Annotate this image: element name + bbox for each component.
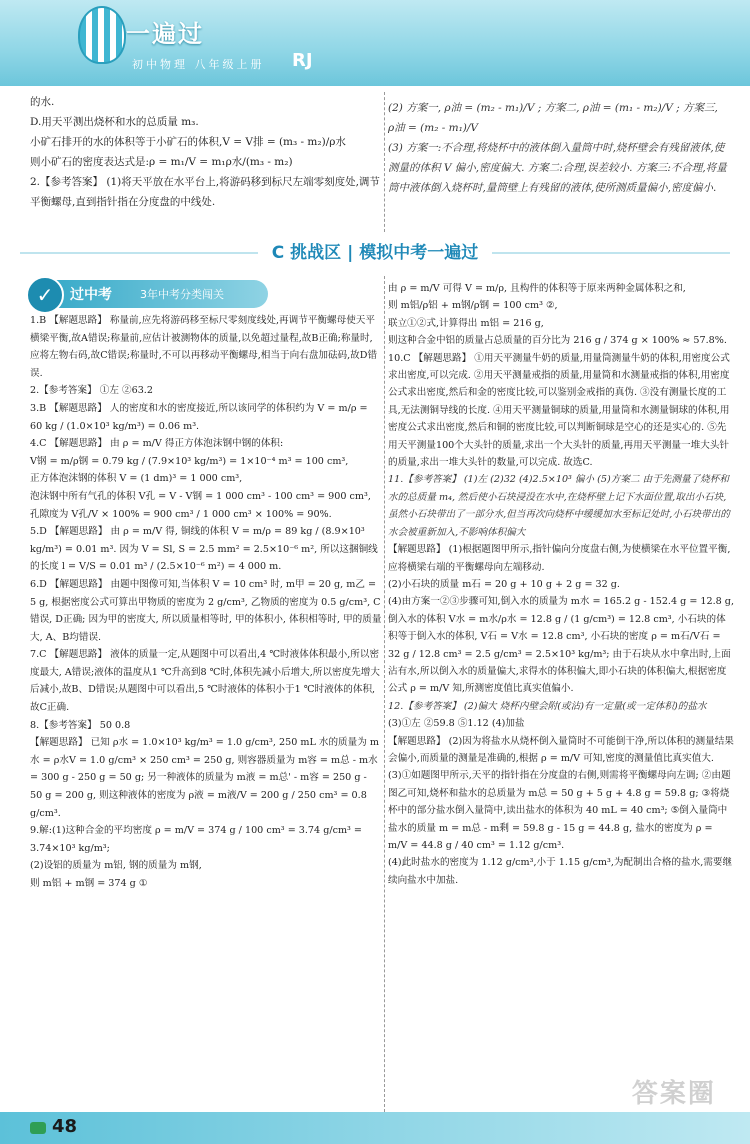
answer-item: 【解题思路】 (2)因为将盐水从烧杯倒入量筒时不可能倒干净,所以体积的测量结果会偏小,而质量的测量是准确的,根据 ρ = m/V 可知,密度的测量值比真实值大. <box>388 735 734 764</box>
answer-line: (2)小石块的质量 m石 = 20 g + 10 g + 2 g = 32 g. <box>388 578 620 590</box>
answer-item: (4)此时盐水的密度为 1.12 g/cm³,小于 1.15 g/cm³,为配制出合格的盐水,需要继续向盐水中加盐. <box>388 857 733 886</box>
brand-title: 一遍过 <box>126 20 204 48</box>
answer-item: 6.D 【解题思路】 由题中图像可知,当体积 V = 10 cm³ 时, m甲 = 20 g, m乙 = 5 g, 根据密度公式可算出甲物质的密度为 2 g/cm³, 乙物质的密度为 0.5 g/cm³, C错误, D正确; 因为甲的密度大, 所以质量相等时, 甲的体积小, 体积相等时, 甲的质量大, A、B均错误. <box>30 578 382 643</box>
paragraph: 的水. <box>30 96 55 108</box>
answer-item: 【解题思路】 已知 ρ水 = 1.0×10³ kg/m³ = 1.0 g/cm³, 250 mL 水的质量为 m水 = ρ水V = 1.0 g/cm³ × 250 cm³ = 250 g, 则容器质量为 m容 = m总 - m水 = 300 g - 250 g = 50 g; 另一种液体的质量为 m液 = m总' - m容 = 250 g - 50 g = 200 g, 则这种液体的密度为 ρ液 = m液/V = 200 g / 250 cm³ = 0.8 g/cm³. <box>30 737 379 819</box>
answer-line: (2)设铝的质量为 m铝, 钢的质量为 m钢, <box>30 860 202 872</box>
answer-line: 泡沫钢中所有气孔的体积 V孔 = V - V钢 = 1 000 cm³ - 100 cm³ = 900 cm³, <box>30 490 371 502</box>
answer-line: 联立①②式,计算得出 m铝 = 216 g, <box>388 317 544 329</box>
paragraph: 则小矿石的密度表达式是:ρ = m₁/V = m₁ρ水/(m₃ - m₂) <box>30 156 293 168</box>
balloon-logo-icon <box>78 6 126 64</box>
answer-item: 11.【参考答案】 (1)左 (2)32 (4)2.5×10³ 偏小 (5)方案二 由于先测量了烧杯和水的总质量 m₄, 然后使小石块浸没在水中,在烧杯壁上记下水面位置,取出小石块,虽然小石块带出了一部分水,但当再次向烧杯中缓缓加水至标记处时,小石块带出的水会被重新加入,不影响体积偏大 <box>388 474 730 538</box>
answer-item: 5.D 【解题思路】 由 ρ = m/V 得, 铜线的体积 V = m/ρ = 89 kg / (8.9×10³ kg/m³) = 0.01 m³. 因为 V = Sl, S = 2.5 mm² = 2.5×10⁻⁶ m², 所以这捆铜线的长度 l = V/S = 0.01 m³ / (2.5×10⁻⁶ m²) = 4 000 m. <box>30 526 378 573</box>
answer-item: 10.C 【解题思路】 ①用天平测量牛奶的质量,用量筒测量牛奶的体积,用密度公式求出密度,可以完成. ②用天平测量戒指的质量,用量筒和水测量戒指的体积,用密度公式求出密度,然后和金的密度比较,可以鉴别金戒指的真伪. ③没有测量长度的工具,无法测铜导线的长度. ④用天平测量铜球的质量,用量筒和水测量铜球的体积,用密度公式求出密度,然后和铜的密度比较,可以判断铜球是空心的还是实心的. ⑤先用天平测量100个大头针的质量,求出一个大头针的质量,再用天平测量一堆大头针的质量,求出一堆大头针的数量,可以完成. 故选C. <box>388 352 730 469</box>
edition-label: RJ <box>292 50 313 71</box>
answer-line: (3)①左 ②59.8 ⑤1.12 (4)加盐 <box>388 718 525 730</box>
column-divider <box>384 92 385 232</box>
answer-line: 由 ρ = m/V 可得 V = m/ρ, 且构件的体积等于原来两种金属体积之和, <box>388 283 686 294</box>
column-divider <box>384 276 385 1112</box>
banner-subtitle: 3年中考分类闯关 <box>140 288 224 301</box>
paragraph: D.用天平测出烧杯和水的总质量 m₃. <box>30 116 199 128</box>
answer-item: 3.B 【解题思路】 人的密度和水的密度接近,所以该同学的体积约为 V = m/ρ = 60 kg / (1.0×10³ kg/m³) = 0.06 m³. <box>30 402 368 432</box>
top-right-block <box>388 98 734 198</box>
answer-item: (4)由方案一②③步骤可知,倒入水的质量为 m水 = 165.2 g - 152.4 g = 12.8 g, 倒入水的体积 V水 = m水/ρ水 = 12.8 g / (1 g/cm³) = 12.8 cm³, 小石块的体积等于倒入水的体积, V石 = V水 = 12.8 cm³, 小石块的密度 ρ = m石/V石 = 32 g / 12.8 cm³ = 2.5 g/cm³ = 2.5×10³ kg/m³; 由于石块从水中拿出时,上面沾有水,所以倒入水的质量偏大,求得水的体积偏大,即小石块的体积偏大,根据密度公式 ρ = m/V 知,所测密度值比真实值偏小. <box>388 596 735 695</box>
top-left-block <box>30 92 382 212</box>
answer-line: 孔隙度为 V孔/V × 100% = 900 cm³ / 1 000 cm³ × 100% = 90%. <box>30 508 332 520</box>
watermark-line: 答案圈 <box>631 1079 716 1109</box>
answer-item: 【解题思路】 (1)根据题图甲所示,指针偏向分度盘右侧,为使横梁在水平位置平衡,应将横梁右端的平衡螺母向左端移动. <box>388 544 731 573</box>
answer-item: 7.C 【解题思路】 液体的质量一定,从题图中可以看出,4 ℃时液体体积最小,所以密度最大, A错误;液体的温度从1 ℃升高到8 ℃时,体积先减小后增大,所以密度先增大后减小,故B、D错误;从题图中可以看出,5 ℃时液体的体积小于1 ℃时液体的体积,故C正确. <box>30 649 380 714</box>
answer-item: 8.【参考答案】 50 0.8 <box>30 719 131 731</box>
answer-item: 12.【参考答案】 (2)偏大 烧杯内壁会附(或沾)有一定量(或一定体积)的盐水 <box>388 700 707 712</box>
page-header <box>0 0 750 86</box>
page-number: 48 <box>52 1116 78 1137</box>
left-column <box>30 312 382 893</box>
answer-line: 正方体泡沫钢的体积 V = (1 dm)³ = 1 000 cm³, <box>30 473 243 485</box>
section-header <box>0 236 750 270</box>
answer-item: 9.解:(1)这种合金的平均密度 ρ = m/V = 374 g / 100 cm³ = 3.74 g/cm³ = 3.74×10³ kg/m³; <box>30 825 362 854</box>
answer-item: 4.C 【解题思路】 由 ρ = m/V 得正方体泡沫钢中钢的体积: <box>30 438 284 450</box>
paragraph: ρ油 = (m₂ - m₁)/V <box>388 122 479 134</box>
chapter-banner <box>30 280 268 308</box>
answer-paragraph: 2.【参考答案】 (1)将天平放在水平台上,将游码移到标尺左端零刻度处,调节平衡螺母,直到指针指在分度盘的中线处. <box>30 176 380 208</box>
answer-item: (3)①如题图甲所示,天平的指针指在分度盘的右侧,则需将平衡螺母向左调; ②由题图乙可知,烧杯和盐水的总质量为 m总 = 50 g + 5 g + 4.8 g = 59.8 g; ③将烧杯中的部分盐水倒入量筒中,读出盐水的体积为 40 mL = 40 cm³; ⑤倒入量筒中盐水的质量 m = m总 - m剩 = 59.8 g - 15 g = 44.8 g, 盐水的密度为 ρ = m/V = 44.8 g / 40 cm³ = 1.12 g/cm³. <box>388 770 731 851</box>
answer-line: 则 m铝 + m钢 = 374 g ① <box>30 878 148 889</box>
page-footer <box>0 1112 750 1144</box>
paragraph: (2) 方案一, ρ油 = (m₂ - m₁)/V ; 方案二, ρ油 = (m₁ - m₂)/V ; 方案三, <box>388 102 718 114</box>
check-icon: ✓ <box>26 276 64 314</box>
right-column <box>388 280 734 889</box>
answer-line: 则这种合金中铝的质量占总质量的百分比为 216 g / 374 g × 100% ≈ 57.8%. <box>388 335 727 347</box>
paragraph: (3) 方案一:不合理,将烧杯中的液体倒入量筒中时,烧杯壁会有残留液体,使测量的体积 V 偏小,密度偏大. 方案二:合理,误差较小. 方案三:不合理,将量筒中液体倒入烧杯时,量筒壁上有残留的液体,使所测质量偏小,密度偏小. <box>388 142 727 194</box>
answer-item: 1.B 【解题思路】 称量前,应先将游码移至标尺零刻度线处,再调节平衡螺母使天平横梁平衡,故A错误;称量前,应估计被测物体的质量,以免超过量程,故B正确;称量时,应将左物右码,故C错误;称量时,不可以再移动平衡螺母,相当于向右盘加砝码,故D错误. <box>30 315 378 379</box>
answer-line: 则 m铝/ρ铝 + m钢/ρ钢 = 100 cm³ ②, <box>388 300 558 312</box>
answer-line: V钢 = m/ρ钢 = 0.79 kg / (7.9×10³ kg/m³) = 1×10⁻⁴ m³ = 100 cm³, <box>30 455 349 467</box>
book-series: 初中物理 八年级上册 <box>132 58 265 71</box>
answer-item: 2.【参考答案】 ①左 ②63.2 <box>30 385 153 397</box>
paragraph: 小矿石排开的水的体积等于小矿石的体积,V = V排 = (m₃ - m₂)/ρ水 <box>30 136 346 148</box>
section-title: C 挑战区 | 模拟中考一遍过 <box>258 236 492 270</box>
book-icon <box>30 1122 46 1134</box>
banner-title: 过中考 <box>70 287 112 303</box>
